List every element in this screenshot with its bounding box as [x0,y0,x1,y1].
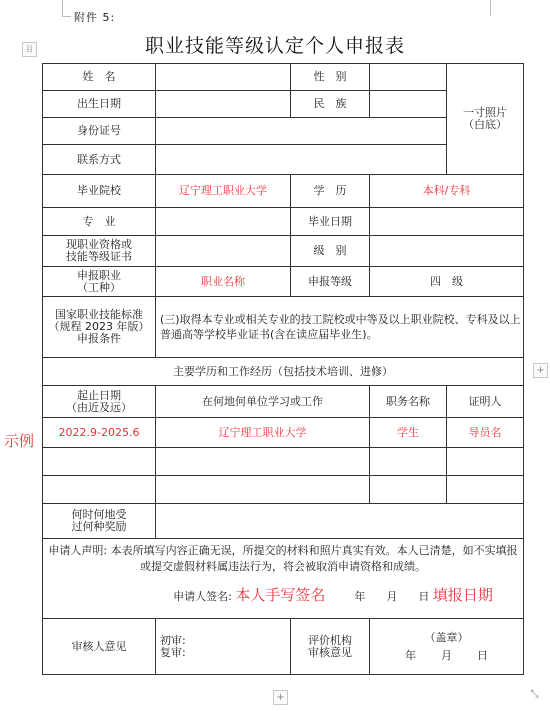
seal-year-label: 年 [405,648,416,662]
idcard-label: 身份证号 [43,118,156,145]
awards-field[interactable] [156,504,524,539]
add-column-button[interactable]: + [533,363,548,378]
gender-field[interactable] [370,64,447,91]
where-header: 在何地何单位学习或工作 [156,386,370,418]
position-header: 职务名称 [370,386,447,418]
history-row-cell[interactable] [447,448,524,476]
education-label: 学 历 [291,175,370,208]
major-field[interactable] [156,208,291,236]
awards-label: 何时何地受 过何种奖励 [43,504,156,539]
ethnic-field[interactable] [370,91,447,118]
school-field[interactable]: 辽宁理工职业大学 [156,175,291,208]
seal-date [371,650,522,662]
page-title: 职业技能等级认定个人申报表 [144,35,405,57]
table-move-handle[interactable]: ⁞⁞ [22,42,37,57]
history-row-cell[interactable] [43,476,156,504]
name-label: 姓 名 [43,64,156,91]
sign-month-label: 月 [386,590,398,603]
major-label: 专 业 [43,208,156,236]
history-row-cell[interactable] [156,448,370,476]
grad-date-field[interactable] [370,208,524,236]
signature-value[interactable]: 本人手写签名 [235,586,326,604]
school-label: 毕业院校 [43,175,156,208]
seal-month-label: 月 [441,648,452,662]
witness-header: 证明人 [447,386,524,418]
birth-label: 出生日期 [43,91,156,118]
history-row-cell[interactable] [43,448,156,476]
contact-label: 联系方式 [43,145,156,175]
apply-job-field[interactable]: 职业名称 [156,267,291,297]
standard-label: 国家职业技能标准 （规程 2023 年版） 申报条件 [43,297,156,358]
grad-date-label: 毕业日期 [291,208,370,236]
annex-label: 附件 5: [74,11,116,24]
cert-field[interactable] [156,236,291,267]
sign-year-label: 年 [354,590,366,603]
first-review-label: 初审: [160,633,186,647]
period-header: 起止日期 （由近及远） [43,386,156,418]
example-witness[interactable]: 导员名 [447,418,524,448]
history-row-cell[interactable] [447,476,524,504]
second-review-label: 复审: [160,645,186,659]
history-row-cell[interactable] [370,448,447,476]
history-row-cell[interactable] [156,476,370,504]
apply-job-label: 申报职业 （工种） [43,267,156,297]
education-field[interactable]: 本科/专科 [370,175,524,208]
seal-field[interactable] [370,619,524,675]
history-row-cell[interactable] [370,476,447,504]
reviewer-label: 审核人意见 [43,619,156,675]
name-field[interactable] [156,64,291,91]
signature-line [47,587,519,605]
page-corner-mark-left [62,0,71,17]
sign-day-label: 日 [418,590,430,603]
level-field[interactable] [370,236,524,267]
example-where[interactable]: 辽宁理工职业大学 [156,418,370,448]
birth-field[interactable] [156,91,291,118]
example-position[interactable]: 学生 [370,418,447,448]
seal-day-label: 日 [477,648,488,662]
add-row-button[interactable]: + [273,690,288,705]
gender-label: 性 别 [291,64,370,91]
application-form-table [42,63,524,675]
declaration-text: 申请人声明: 本表所填写内容正确无误，所提交的材料和照片真实有效。本人已清楚，如不实填报或提交虚假材料属违法行为，将会被取消申请资格和成绩。 [48,544,518,573]
example-period[interactable]: 2022.9-2025.6 [43,418,156,448]
cert-label: 现职业资格或 技能等级证书 [43,236,156,267]
signature-label: 申请人签名: [173,590,232,603]
example-label: 示例 [4,432,35,450]
page-corner-mark-right [490,0,491,16]
declaration-block [43,539,524,619]
seal-label: （盖章） [424,630,469,644]
idcard-field[interactable] [156,118,447,145]
fill-date-value[interactable]: 填报日期 [432,586,493,604]
apply-level-field[interactable]: 四 级 [370,267,524,297]
apply-level-label: 申报等级 [291,267,370,297]
level-label: 级 别 [291,236,370,267]
photo-box[interactable]: 一寸照片 （白底） [447,64,524,175]
ethnic-label: 民 族 [291,91,370,118]
review-field[interactable] [156,619,291,675]
condition-field[interactable]: (三)取得本专业或相关专业的技工院校或中等及以上职业院校、专科及以上普通高等学校毕业证书(含在读应届毕业生)。 [156,297,524,358]
contact-field[interactable] [156,145,447,175]
history-header: 主要学历和工作经历（包括技术培训、进修） [43,358,524,386]
org-label: 评价机构 审核意见 [291,619,370,675]
table-resize-handle[interactable]: ⤡ [530,689,539,700]
